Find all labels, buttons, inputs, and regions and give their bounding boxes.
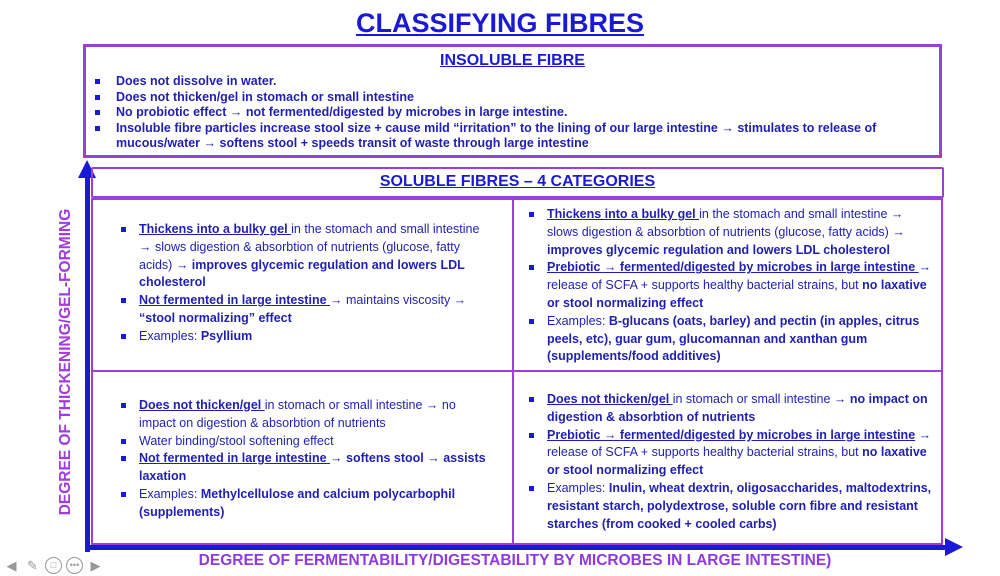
body-text: → maintains viscosity → bbox=[330, 293, 467, 308]
bold-text: improves glycemic regulation and lowers LDL cholesterol bbox=[139, 257, 465, 290]
bold-text: no laxative or stool normalizing effect bbox=[547, 278, 927, 310]
insoluble-fibre-box bbox=[83, 44, 942, 158]
bold-text: no laxative or stool normalizing effect bbox=[547, 445, 927, 478]
bold-text: B-glucans (oats, barley) and pectin (in apples, citrus peels, etc), guar gum, glucomannan and xanthan gum (supplements/food additives) bbox=[547, 313, 920, 364]
y-axis-arrow bbox=[85, 176, 90, 552]
list-item bbox=[118, 292, 488, 328]
list-item bbox=[526, 259, 938, 312]
quadrant-top-left bbox=[91, 198, 513, 371]
body-text: in the stomach and small intestine → slows digestion & absorbtion of nutrients (glucose, fatty acids) → bbox=[139, 222, 480, 272]
underlined-text: Not fermented in large intestine bbox=[139, 293, 331, 308]
list-item bbox=[118, 433, 488, 451]
body-text: → bbox=[330, 451, 346, 466]
underlined-text: Thickens into a bulky gel bbox=[547, 207, 700, 221]
underlined-text: Does not thicken/gel bbox=[139, 398, 265, 412]
bold-text: Methylcellulose and calcium polycarbophil (supplements) bbox=[139, 486, 456, 519]
quadrant-list bbox=[526, 206, 938, 366]
insoluble-list bbox=[86, 74, 939, 152]
bold-text: softens stool → assists laxation bbox=[139, 451, 486, 484]
quadrant-list bbox=[118, 397, 488, 522]
pen-icon[interactable]: ✎ bbox=[27, 557, 38, 573]
underlined-text: Does not thicken/gel bbox=[547, 392, 673, 406]
list-item bbox=[118, 328, 488, 346]
x-axis-arrow bbox=[85, 545, 947, 550]
bold-text: no impact on digestion & absorbtion of nutrients bbox=[547, 392, 928, 424]
quadrant-list bbox=[526, 391, 938, 533]
quadrant-top-right bbox=[513, 198, 943, 371]
quadrant-list bbox=[118, 221, 488, 346]
list-item bbox=[118, 486, 488, 522]
slide-toolbar bbox=[3, 556, 104, 574]
body-text: in the stomach and small intestine → slows digestion & absorbtion of nutrients (glucose, fatty acids) bbox=[547, 207, 904, 239]
x-axis-arrowhead bbox=[945, 538, 963, 556]
list-item bbox=[526, 480, 938, 533]
body-text: Examples: bbox=[139, 328, 201, 343]
bold-text: Inulin, wheat dextrin, oligosaccharides, maltodextrins, resistant starch, polydextrose, soluble corn fibre and resistant starches (from cooked + cooled carbs) bbox=[547, 480, 932, 531]
underlined-text: Prebiotic → fermented/digested by microbes in large intestine bbox=[547, 260, 919, 275]
underlined-text: Prebiotic → fermented/digested by microbes in large intestine bbox=[547, 427, 916, 442]
list-item bbox=[526, 427, 938, 480]
soluble-heading: SOLUBLE FIBRES – 4 CATEGORIES bbox=[379, 173, 656, 190]
list-item: Does not dissolve in water. bbox=[86, 74, 939, 90]
list-item: Does not thicken/gel in stomach or small intestine bbox=[86, 90, 939, 106]
bold-text: “stool normalizing” effect bbox=[139, 310, 292, 325]
list-item bbox=[118, 397, 488, 433]
underlined-text: Thickens into a bulky gel bbox=[139, 222, 292, 236]
body-text: Examples: bbox=[547, 313, 609, 328]
body-text: in stomach or small intestine → bbox=[672, 392, 850, 406]
insoluble-heading: INSOLUBLE FIBRE bbox=[440, 52, 585, 69]
list-item: No probiotic effect → not fermented/digested by microbes in large intestine. bbox=[86, 105, 939, 121]
body-text: → release of SCFA + supports healthy bacterial strains, but bbox=[547, 260, 932, 293]
bold-text: Psyllium bbox=[200, 328, 253, 343]
x-axis-label: DEGREE OF FERMENTABILITY/DIGESTABILITY BY MICROBES IN LARGE INTESTINE) bbox=[198, 552, 832, 569]
body-text: Examples: bbox=[547, 480, 609, 495]
body-text: → release of SCFA + supports healthy bacterial strains, but bbox=[547, 427, 932, 460]
list-item: Insoluble fibre particles increase stool size + cause mild “irritation” to the lining of our large intestine → stimulates to release of mucous/water → softens stool + speeds transit of waste through large intestine bbox=[86, 121, 939, 152]
arrow-right-icon[interactable]: ▶ bbox=[90, 557, 101, 573]
slides-icon[interactable]: □ bbox=[45, 557, 62, 574]
soluble-fibres-header bbox=[91, 167, 944, 198]
arrow-left-icon[interactable]: ◀ bbox=[6, 557, 17, 573]
y-axis-label: DEGREE OF THICKENING/GEL-FORMING bbox=[57, 208, 74, 516]
body-text: Examples: bbox=[139, 486, 201, 501]
list-item bbox=[526, 206, 938, 259]
page-title: CLASSIFYING FIBRES bbox=[355, 8, 645, 38]
list-item bbox=[526, 313, 938, 366]
quadrant-bottom-right bbox=[513, 371, 943, 545]
underlined-text: Not fermented in large intestine bbox=[139, 451, 331, 466]
body-text: in stomach or small intestine → no impact on digestion & absorbtion of nutrients bbox=[139, 398, 456, 430]
list-item bbox=[526, 391, 938, 427]
list-item bbox=[118, 221, 488, 292]
quadrant-bottom-left bbox=[91, 371, 513, 545]
list-item bbox=[118, 450, 488, 486]
bold-text: → improves glycemic regulation and lowers LDL cholesterol bbox=[547, 224, 905, 257]
body-text: Water binding/stool softening effect bbox=[139, 433, 334, 448]
more-icon[interactable]: ••• bbox=[66, 557, 83, 574]
